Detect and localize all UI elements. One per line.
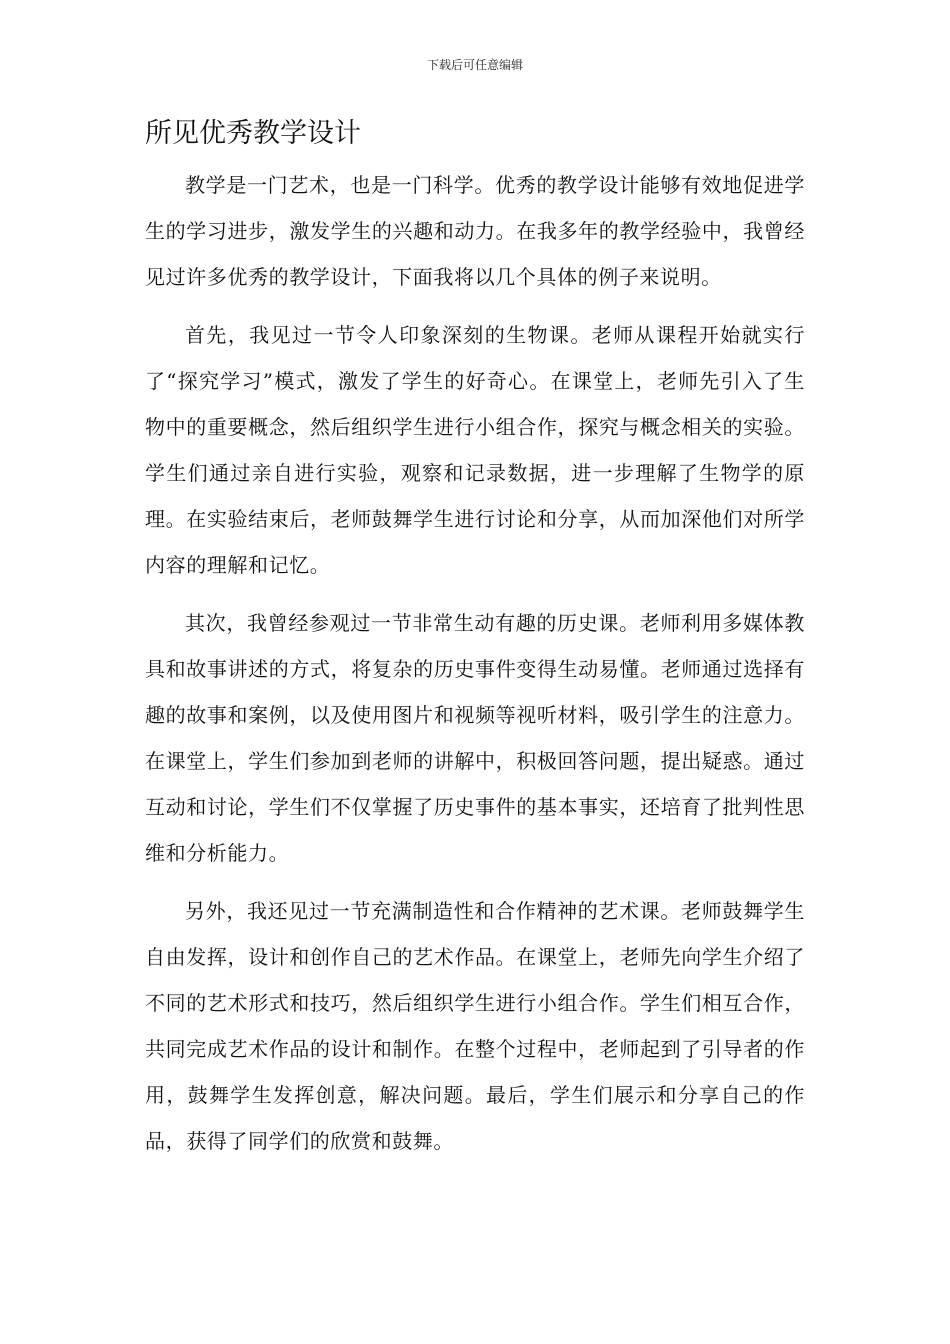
- paragraph-biology-class: 首先，我见过一节令人印象深刻的生物课。老师从课程开始就实行了“探究学习”模式，激发了学生的好奇心。在课堂上，老师先引入了生物中的重要概念，然后组织学生进行小组合作，探究与概念相关的实验。学生们通过亲自进行实验，观察和记录数据，进一步理解了生物学的原理。在实验结束后，老师鼓舞学生进行讨论和分享，从而加深他们对所学内容的理解和记忆。: [145, 323, 805, 577]
- header-note: 下载后可任意编辑: [426, 58, 523, 72]
- page-title: 所见优秀教学设计: [145, 118, 361, 149]
- paragraph-history-class: 其次，我曾经参观过一节非常生动有趣的历史课。老师利用多媒体教具和故事讲述的方式，将复杂的历史事件变得生动易懂。老师通过选择有趣的故事和案例，以及使用图片和视频等视听材料，吸引学生的注意力。在课堂上，学生们参加到老师的讲解中，积极回答问题，提出疑惑。通过互动和讨论，学生们不仅掌握了历史事件的基本事实，还培育了批判性思维和分析能力。: [145, 611, 805, 865]
- document-body: [145, 162, 805, 1176]
- paragraph-intro: 教学是一门艺术，也是一门科学。优秀的教学设计能够有效地促进学生的学习进步，激发学生的兴趣和动力。在我多年的教学经验中，我曾经见过许多优秀的教学设计，下面我将以几个具体的例子来说明。: [145, 173, 805, 289]
- paragraph-art-class: 另外，我还见过一节充满制造性和合作精神的艺术课。老师鼓舞学生自由发挥，设计和创作自己的艺术作品。在课堂上，老师先向学生介绍了不同的艺术形式和技巧，然后组织学生进行小组合作。学生们相互合作，共同完成艺术作品的设计和制作。在整个过程中，老师起到了引导者的作用，鼓舞学生发挥创意，解决问题。最后，学生们展示和分享自己的作品，获得了同学们的欣赏和鼓舞。: [145, 899, 805, 1153]
